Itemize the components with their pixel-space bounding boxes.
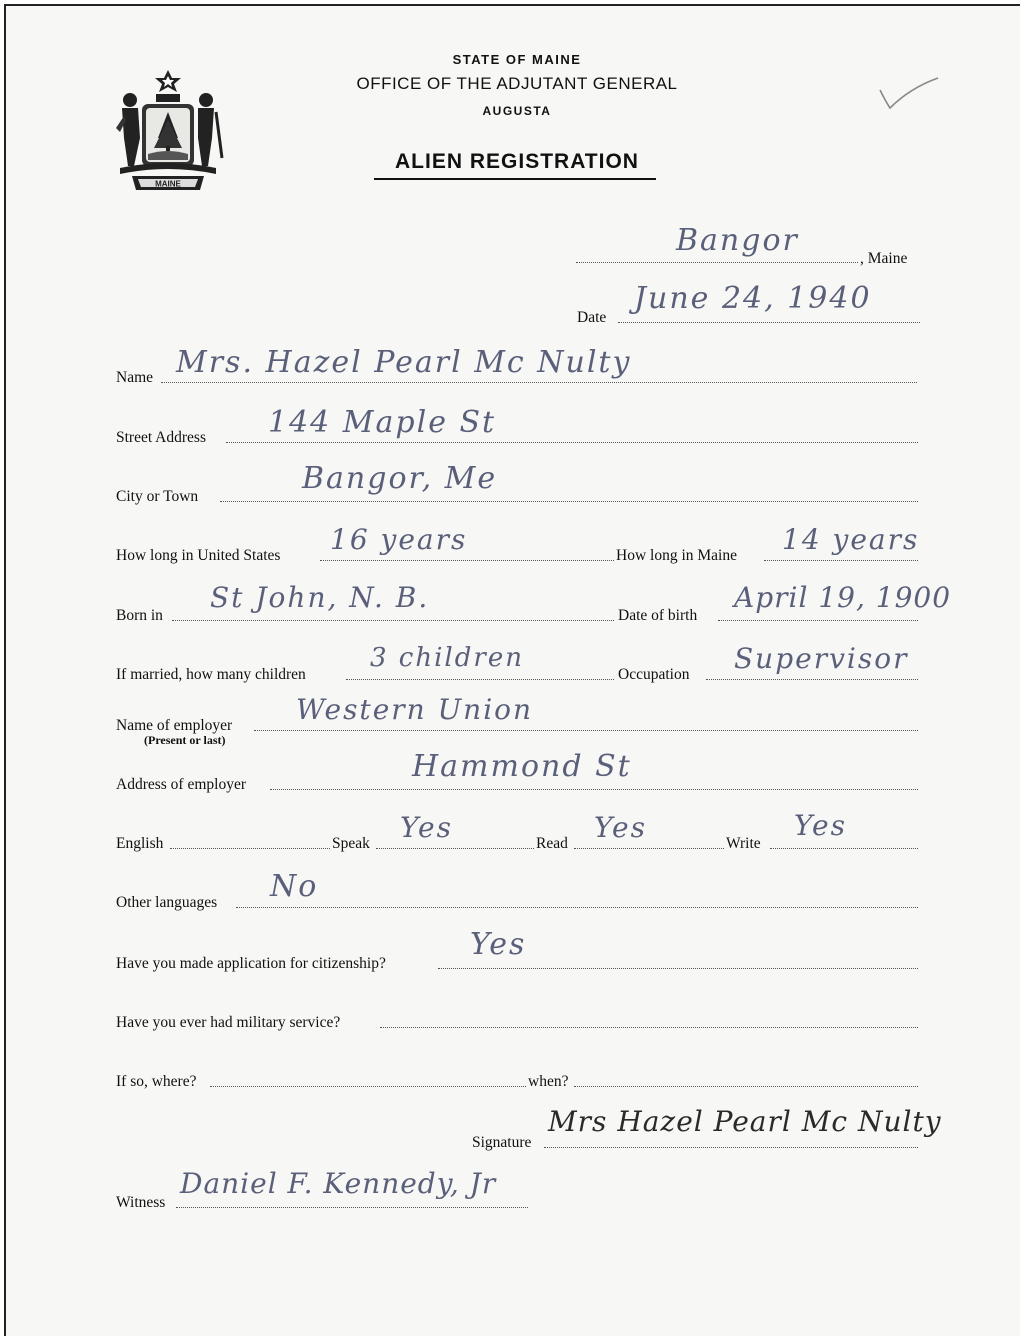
occupation-label: Occupation bbox=[618, 666, 690, 683]
witness-label: Witness bbox=[116, 1194, 166, 1211]
name-line[interactable] bbox=[161, 382, 917, 383]
name-value[interactable]: Mrs. Hazel Pearl Mc Nulty bbox=[176, 345, 632, 380]
citizenship-label: Have you made application for citizenship? bbox=[116, 955, 386, 972]
street-value[interactable]: 144 Maple St bbox=[268, 405, 497, 440]
read-line[interactable] bbox=[574, 848, 724, 849]
where-label: If so, where? bbox=[116, 1073, 197, 1090]
write-label: Write bbox=[726, 835, 761, 852]
employer-label: Name of employer bbox=[116, 717, 233, 734]
birth-date-label: Date of birth bbox=[618, 607, 698, 624]
employer-address-value[interactable]: Hammond St bbox=[412, 749, 632, 784]
write-value[interactable]: Yes bbox=[794, 809, 847, 842]
other-languages-label: Other languages bbox=[116, 894, 218, 911]
born-line[interactable] bbox=[172, 620, 614, 621]
city-line[interactable] bbox=[220, 501, 918, 502]
born-label: Born in bbox=[116, 607, 163, 624]
witness-line[interactable] bbox=[176, 1207, 528, 1208]
street-line[interactable] bbox=[226, 442, 918, 443]
other-languages-line[interactable] bbox=[236, 907, 918, 908]
signature-label: Signature bbox=[472, 1134, 532, 1151]
birth-date-value[interactable]: April 19, 1900 bbox=[734, 581, 952, 614]
city-heading: AUGUSTA bbox=[482, 104, 552, 118]
place-line bbox=[576, 262, 858, 263]
other-languages-value[interactable]: No bbox=[270, 869, 319, 904]
employer-address-line[interactable] bbox=[270, 789, 918, 790]
date-value[interactable]: June 24, 1940 bbox=[634, 281, 872, 316]
us-time-line[interactable] bbox=[320, 560, 614, 561]
military-label: Have you ever had military service? bbox=[116, 1014, 341, 1031]
born-value[interactable]: St John, N. B. bbox=[210, 581, 430, 614]
date-label: Date bbox=[577, 309, 607, 326]
children-label: If married, how many children bbox=[116, 666, 306, 683]
us-time-value[interactable]: 16 years bbox=[330, 523, 468, 556]
read-label: Read bbox=[536, 835, 568, 852]
citizenship-line[interactable] bbox=[438, 968, 918, 969]
maine-time-label: How long in Maine bbox=[616, 547, 737, 564]
employer-value[interactable]: Western Union bbox=[296, 693, 534, 726]
title-underline bbox=[374, 178, 656, 180]
children-value[interactable]: 3 children bbox=[370, 643, 524, 673]
when-label: when? bbox=[528, 1073, 569, 1090]
speak-label: Speak bbox=[332, 835, 370, 852]
occupation-value[interactable]: Supervisor bbox=[734, 642, 909, 675]
citizenship-value[interactable]: Yes bbox=[470, 927, 527, 962]
military-line[interactable] bbox=[380, 1027, 918, 1028]
street-label: Street Address bbox=[116, 429, 206, 446]
occupation-line[interactable] bbox=[706, 679, 918, 680]
speak-line[interactable] bbox=[376, 848, 534, 849]
read-value[interactable]: Yes bbox=[594, 811, 647, 844]
employer-line[interactable] bbox=[254, 730, 918, 731]
form-title: ALIEN REGISTRATION bbox=[395, 150, 639, 173]
city-value[interactable]: Bangor, Me bbox=[302, 461, 498, 496]
english-line bbox=[170, 848, 330, 849]
name-label: Name bbox=[116, 369, 154, 386]
svg-text:MAINE: MAINE bbox=[155, 179, 181, 189]
maine-time-line[interactable] bbox=[764, 560, 918, 561]
place-label: , Maine bbox=[860, 250, 908, 267]
speak-value[interactable]: Yes bbox=[400, 811, 453, 844]
date-line[interactable] bbox=[618, 322, 920, 323]
office-heading: OFFICE OF THE ADJUTANT GENERAL bbox=[356, 74, 678, 93]
where-line[interactable] bbox=[210, 1086, 526, 1087]
maine-time-value[interactable]: 14 years bbox=[782, 523, 920, 556]
signature-value[interactable]: Mrs Hazel Pearl Mc Nulty bbox=[548, 1105, 942, 1138]
children-line[interactable] bbox=[346, 679, 614, 680]
signature-line[interactable] bbox=[544, 1147, 918, 1148]
when-line[interactable] bbox=[574, 1086, 918, 1087]
state-heading: STATE OF MAINE bbox=[452, 52, 582, 67]
place-value[interactable]: Bangor bbox=[676, 223, 799, 258]
employer-address-label: Address of employer bbox=[116, 776, 246, 793]
english-label: English bbox=[116, 835, 164, 852]
us-time-label: How long in United States bbox=[116, 547, 281, 564]
city-label: City or Town bbox=[116, 488, 199, 505]
write-line[interactable] bbox=[770, 848, 918, 849]
employer-sublabel: (Present or last) bbox=[144, 733, 226, 747]
check-mark-icon bbox=[876, 76, 942, 112]
witness-value[interactable]: Daniel F. Kennedy, Jr bbox=[180, 1167, 497, 1200]
birth-date-line[interactable] bbox=[718, 620, 918, 621]
